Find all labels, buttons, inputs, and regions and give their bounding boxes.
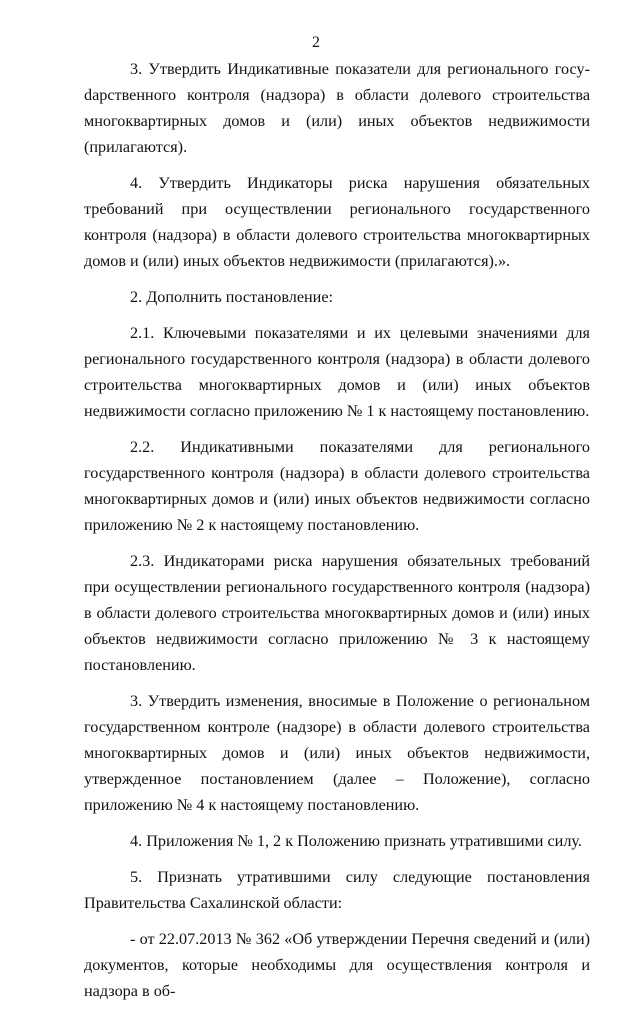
paragraph-indicative-indicators: 2.2. Индикативными показателями для регионального государственного контроля (надзора) в области долевого строительства многоквартирных домов и (или) иных объектов недвижимости согласно приложению № 2 к настоящему постановлению. xyxy=(84,438,590,534)
paragraph-supplement-resolution: 2. Дополнить постановление: xyxy=(130,288,334,306)
document-body xyxy=(84,56,590,1014)
paragraph-appendices-void: 4. Приложения № 1, 2 к Положению признать утратившими силу. xyxy=(130,832,582,850)
paragraph-key-indicators: 2.1. Ключевыми показателями и их целевыми значениями для регионального государственного контроля (надзора) в области долевого строительства многоквартирных домов и (или) иных объектов недвижимости согласно приложению № 1 к настоящему постановлению. xyxy=(84,324,590,420)
paragraph-approve-risk-indicators: 4. Утвердить Индикаторы риска нарушения обязательных требований при осуществлении регионального государственного контроля (надзора) в области долевого строительства многоквартирных домов и (или) иных объектов недвижимости (прилагаются).». xyxy=(84,174,590,270)
paragraph-resolution-item: - от 22.07.2013 № 362 «Об утверждении Перечня сведений и (или) документов, которые необходимы для осуществления контроля и надзора в об- xyxy=(84,930,590,1000)
paragraph-resolutions-void: 5. Признать утратившими силу следующие постановления Правительства Сахалинской области: xyxy=(84,868,590,912)
paragraph-approve-amendments: 3. Утвердить изменения, вносимые в Положение о региональном государственном контроле (надзоре) в области долевого строительства многоквартирных домов и (или) иных объектов недвижимости, утвержденное постановлением (далее – Положение), согласно приложению № 4 к настоящему постановлению. xyxy=(84,692,590,814)
paragraph-approve-indicative-indicators: 3. Утвердить Индикативные показатели для регионального госуdарственного контроля (надзора) в области долевого строительства многоквартирных домов и (или) иных объектов недвижимости (прилагаются). xyxy=(84,60,590,156)
paragraph-risk-indicators: 2.3. Индикаторами риска нарушения обязательных требований при осуществлении регионального государственного контроля (надзора) в области долевого строительства многоквартирных домов и (или) иных объектов недвижимости согласно приложению № 3 к настоящему постановлению. xyxy=(84,552,590,674)
page-number: 2 xyxy=(312,34,320,51)
